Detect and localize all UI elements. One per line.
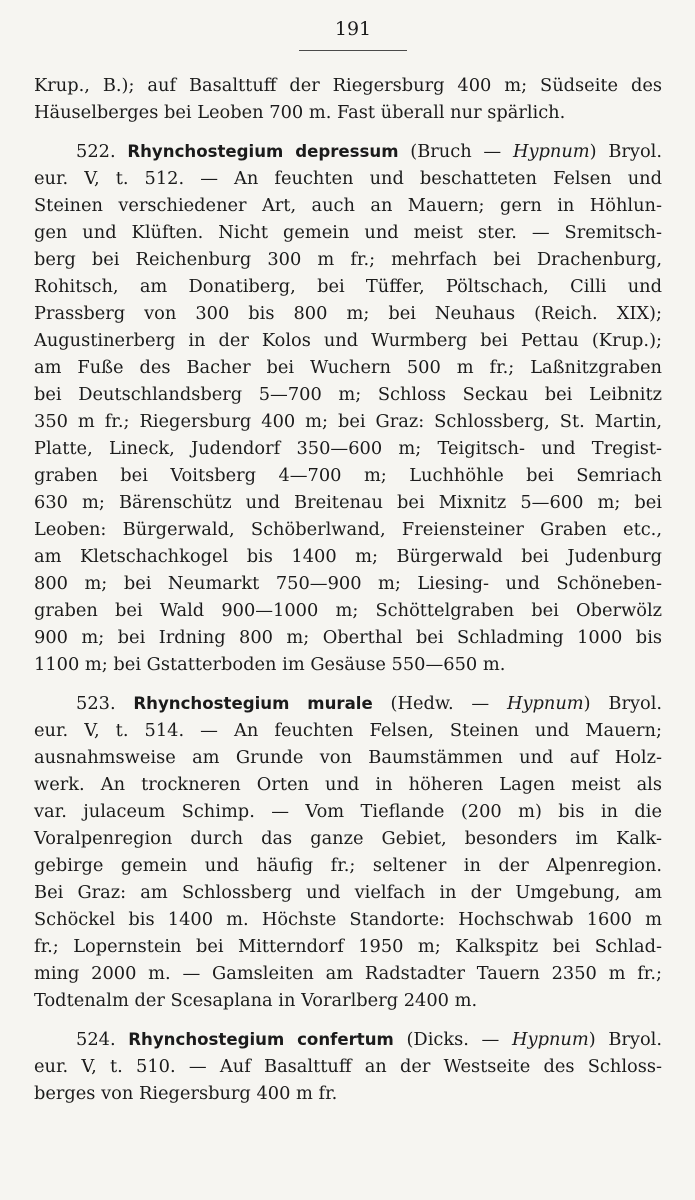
text-line: eur. V, t. 512. — An feuchten und beschatteten Felsen und	[34, 168, 662, 189]
text-line: Häuselberges bei Leoben 700 m. Fast überall nur spärlich.	[34, 102, 566, 123]
text-line: var. julaceum Schimp. — Vom Tieflande (200 m) bis in die	[34, 801, 662, 822]
text-line: eur. V, t. 510. — Auf Basalttuff an der Westseite des Schloss-	[34, 1056, 662, 1077]
text-line: graben bei Wald 900—1000 m; Schöttelgraben bei Oberwölz	[34, 600, 662, 621]
text-line: Voralpenregion durch das ganze Gebiet, besonders im Kalk-	[34, 828, 662, 849]
text-line: Augustinerberg in der Kolos und Wurmberg bei Pettau (Krup.);	[34, 330, 662, 351]
text-line: eur. V, t. 514. — An feuchten Felsen, Steinen und Mauern;	[34, 720, 662, 741]
text-line: gen und Klüften. Nicht gemein und meist ster. — Sremitsch-	[34, 222, 662, 243]
authority: (Bruch — Hypnum) Bryol.	[410, 141, 662, 162]
species-entry-522	[34, 138, 662, 678]
text-line: berges von Riegersburg 400 m fr.	[34, 1083, 338, 1104]
text-line: graben bei Voitsberg 4—700 m; Luchhöhle bei Semriach	[34, 465, 662, 486]
text-line: Krup., B.); auf Basalttuff der Riegersburg 400 m; Südseite des	[34, 75, 662, 96]
text-line: 350 m fr.; Riegersburg 400 m; bei Graz: Schlossberg, St. Martin,	[34, 411, 662, 432]
species-name: Rhynchostegium confertum	[128, 1030, 394, 1049]
intro-paragraph	[34, 72, 662, 126]
species-name: Rhynchostegium murale	[133, 694, 373, 713]
text-line: Prassberg von 300 bis 800 m; bei Neuhaus (Reich. XIX);	[34, 303, 662, 324]
species-entry-524	[34, 1026, 662, 1107]
text-line: 1100 m; bei Gstatterboden im Gesäuse 550—650 m.	[34, 654, 506, 675]
text-line: 900 m; bei Irdning 800 m; Oberthal bei Schladming 1000 bis	[34, 627, 662, 648]
text-line: Schöckel bis 1400 m. Höchste Standorte: Hochschwab 1600 m	[34, 909, 662, 930]
text-line: ming 2000 m. — Gamsleiten am Radstadter Tauern 2350 m fr.;	[34, 963, 662, 984]
text-line: Todtenalm der Scesaplana in Vorarlberg 2400 m.	[34, 990, 478, 1011]
text-line: am Kletschachkogel bis 1400 m; Bürgerwald bei Judenburg	[34, 546, 662, 567]
authority: (Hedw. — Hypnum) Bryol.	[390, 693, 663, 714]
text-line: werk. An trockneren Orten und in höheren Lagen meist als	[34, 774, 662, 795]
text-line: 800 m; bei Neumarkt 750—900 m; Liesing- und Schöneben-	[34, 573, 662, 594]
text-line: Platte, Lineck, Judendorf 350—600 m; Teigitsch- und Tregist-	[34, 438, 662, 459]
text-line: Rohitsch, am Donatiberg, bei Tüffer, Pöltschach, Cilli und	[34, 276, 662, 297]
text-line: am Fuße des Bacher bei Wuchern 500 m fr.; Laßnitzgraben	[34, 357, 662, 378]
species-name: Rhynchostegium depressum	[127, 142, 399, 161]
page-number: 191	[334, 18, 372, 40]
entry-heading	[34, 1026, 662, 1053]
entry-number: 522.	[76, 141, 116, 162]
entry-heading	[34, 138, 662, 165]
header-rule	[299, 50, 407, 51]
authority: (Dicks. — Hypnum) Bryol.	[406, 1029, 662, 1050]
entry-number: 524.	[76, 1029, 116, 1050]
text-line: 630 m; Bärenschütz und Breitenau bei Mixnitz 5—600 m; bei	[34, 492, 662, 513]
entry-heading	[34, 690, 662, 717]
text-line: Steinen verschiedener Art, auch an Mauern; gern in Höhlun-	[34, 195, 662, 216]
species-entry-523	[34, 690, 662, 1014]
text-line: bei Deutschlandsberg 5—700 m; Schloss Seckau bei Leibnitz	[34, 384, 662, 405]
text-line: gebirge gemein und häufig fr.; seltener in der Alpenregion.	[34, 855, 662, 876]
text-line: ausnahmsweise am Grunde von Baumstämmen und auf Holz-	[34, 747, 662, 768]
text-line: Bei Graz: am Schlossberg und vielfach in der Umgebung, am	[34, 882, 662, 903]
page-body	[34, 72, 662, 1107]
entry-number: 523.	[76, 693, 116, 714]
text-line: Leoben: Bürgerwald, Schöberlwand, Freiensteiner Graben etc.,	[34, 519, 662, 540]
text-line: fr.; Lopernstein bei Mitterndorf 1950 m; Kalkspitz bei Schlad-	[34, 936, 662, 957]
text-line: berg bei Reichenburg 300 m fr.; mehrfach bei Drachenburg,	[34, 249, 662, 270]
